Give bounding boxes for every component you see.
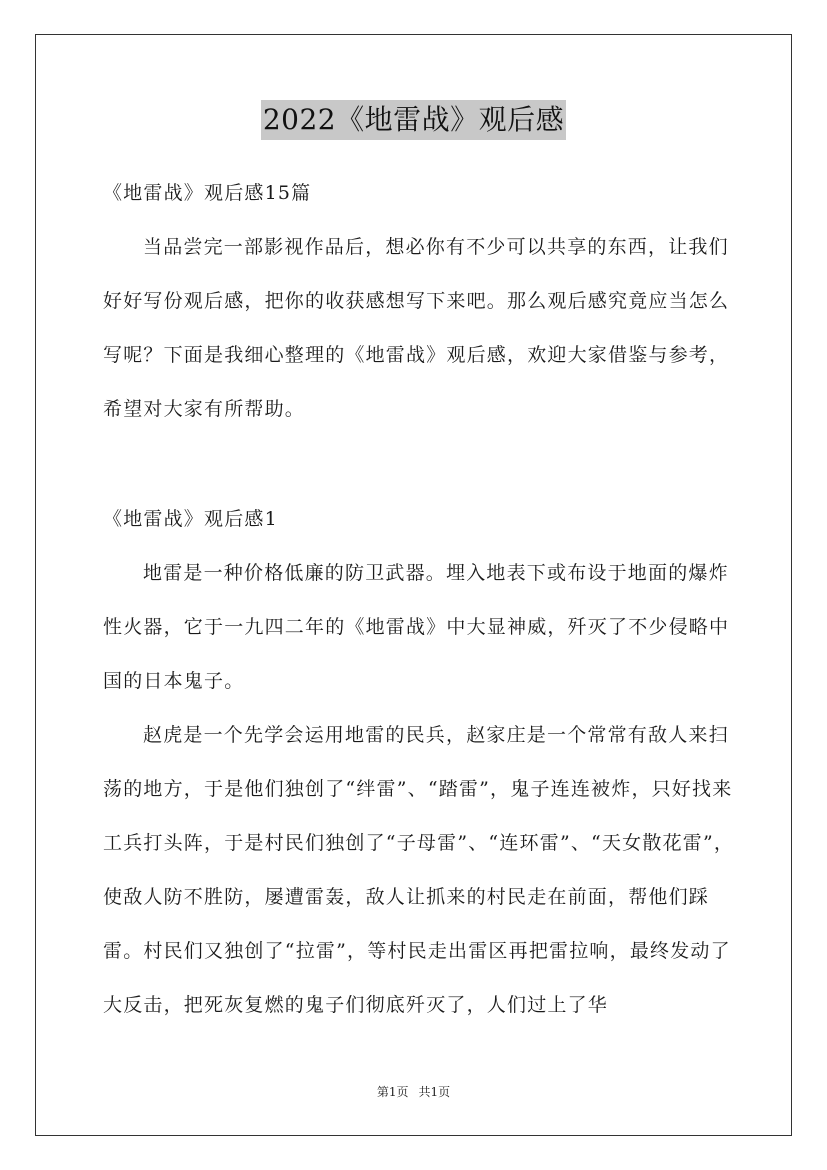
page-total: 共1页: [418, 1085, 451, 1099]
document-subtitle: 《地雷战》观后感15篇: [103, 182, 312, 204]
page-footer: [0, 1083, 827, 1101]
section-heading: 《地雷战》观后感1: [103, 508, 278, 530]
title-container: [0, 100, 827, 140]
intro-paragraph: 当品尝完一部影视作品后，想必你有不少可以共享的东西，让我们好好写份观后感，把你的收获感想写下来吧。那么观后感究竟应当怎么写呢？下面是我细心整理的《地雷战》观后感，欢迎大家借鉴与参考，希望对大家有所帮助。: [103, 236, 730, 420]
document-title: 2022《地雷战》观后感: [261, 100, 566, 140]
body-paragraph-2: 赵虎是一个先学会运用地雷的民兵，赵家庄是一个常常有敌人来扫荡的地方，于是他们独创了“绊雷”、“踏雷”，鬼子连连被炸，只好找来工兵打头阵，于是村民们独创了“子母雷”、“连环雷”、“天女散花雷”，使敌人防不胜防，屡遭雷轰，敌人让抓来的村民走在前面，帮他们踩雷。村民们又独创了“拉雷”，等村民走出雷区再把雷拉响，最终发动了大反击，把死灰复燃的鬼子们彻底歼灭了，人们过上了华: [103, 724, 735, 1016]
page-number: 第1页: [376, 1085, 409, 1099]
body-paragraph-1: 地雷是一种价格低廉的防卫武器。埋入地表下或布设于地面的爆炸性火器，它于一九四二年的《地雷战》中大显神威，歼灭了不少侵略中国的日本鬼子。: [103, 562, 730, 692]
